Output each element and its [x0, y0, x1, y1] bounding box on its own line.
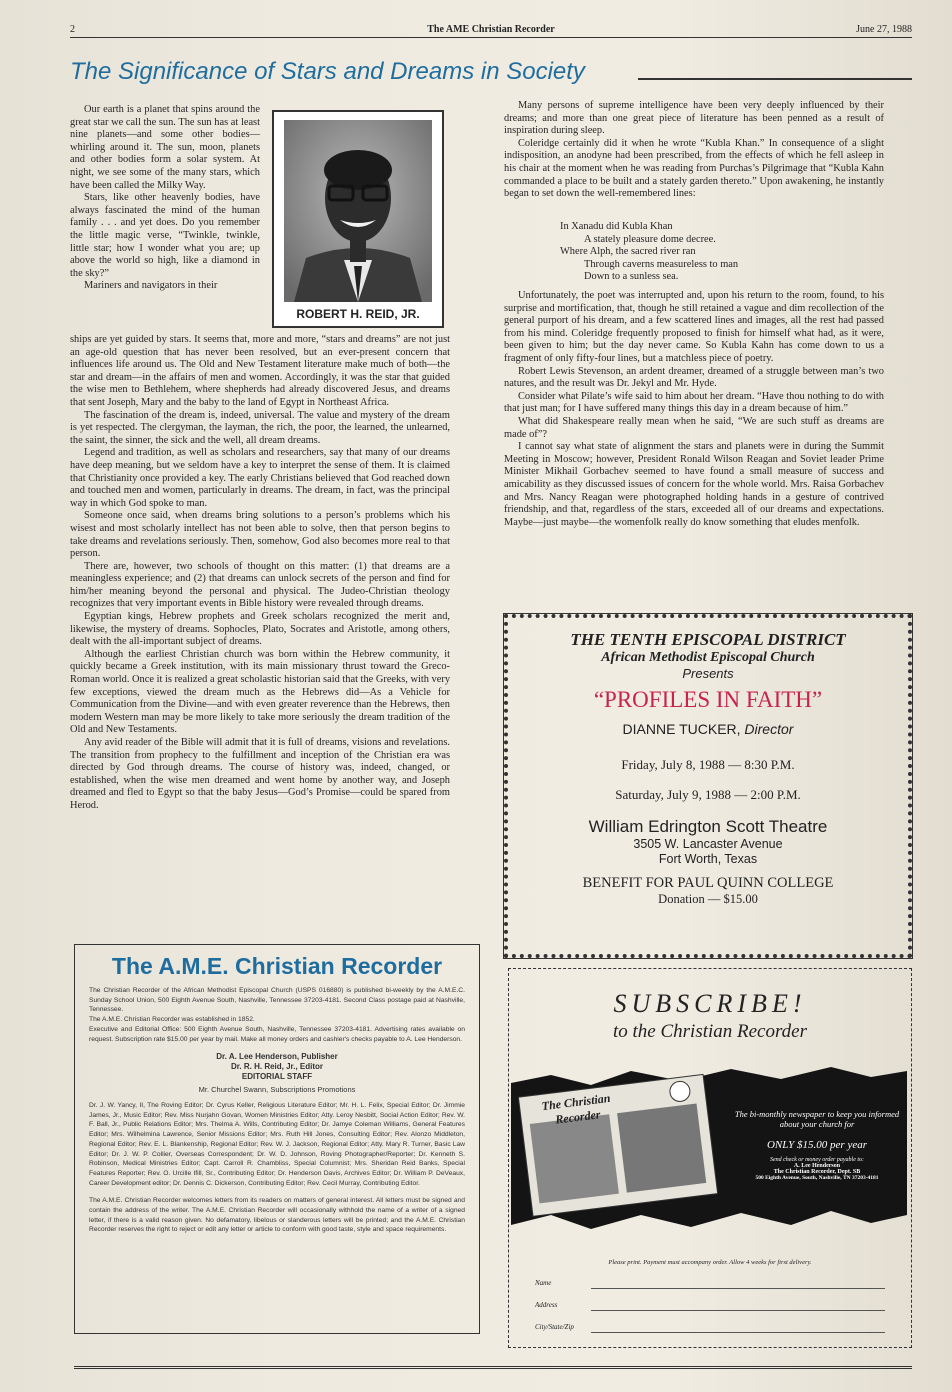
article-paragraph: Mariners and navigators in their	[84, 280, 218, 292]
author-photo	[272, 110, 444, 328]
editor-line: Dr. R. H. Reid, Jr., Editor	[230, 1061, 324, 1071]
letters-policy: The A.M.E. Christian Recorder welcomes letters from its readers on matters of general interest. All letters must be signed and contain the address of the writer. The A.M.E. Christian Recorder will occasionally withhold the name of a writer of a signed letter, if there is a valid reason given. No defamatory, libelous or slanderous letters will be printed; and the A.M.E. Christian Recorder reserves the right to reject or edit any letter or article to conform with good taste, style and space requirements.	[89, 1197, 465, 1234]
article-paragraph: What did Shakespeare really mean when he said, “We are such stuff as dreams are made of”?	[504, 415, 884, 440]
masthead-box	[74, 944, 480, 1334]
ad-address-street: 3505 W. Lancaster Avenue	[633, 837, 783, 851]
promo-line: The bi-monthly newspaper to keep you informed about your church for	[734, 1109, 900, 1129]
ad-title: “PROFILES IN FAITH”	[593, 687, 823, 712]
masthead-paragraph: Executive and Editorial Office: 500 Eighth Avenue South, Nashville, Tennessee 37203-4181. Advertising rates available on request. Subscription rate $15.00 per year by mail. Make all money orders and cashier's checks payable to A. Lee Henderson.	[89, 1025, 465, 1043]
subscribe-note: Please print. Payment must accompany order. Allow 4 weeks for first delivery.	[608, 1259, 812, 1266]
ad-date-saturday: Saturday, July 9, 1988 — 2:00 P.M.	[615, 787, 801, 802]
masthead-title: The A.M.E. Christian Recorder	[111, 953, 443, 979]
staff-list: Dr. J. W. Yancy, II, The Roving Editor; Dr. Cyrus Keller, Religious Literature Editor; Mr. H. L. Felix, Special Editor; Dr. Jimmie James, Jr., Music Editor; Rev. Miss Nurjahn Govan, Women Ministries Editor; Atty. Leroy Nesbitt, Social Action Editor; Rev. W. F. Ball, Jr., Public Relations Editor; Mrs. Thelma A. Wills, Contributing Editor; Dr. Jamye Coleman Williams, General Features Editor; Mrs. Wilhelmina Lawrence, Senior Missions Editor; Mrs. Ruth Hill Jones, Consulting Editor; Rev. Alonzo Middleton, Regional Editor; Rev. E. L. Blankenship, Regional Editor; Rev. W. J. Jackson, Regional Editor; Atty. Mary R. Turner, Basic Law Editor; Dr. J. W. P. Collier, Overseas Correspondent; Dr. W. D. Johnson, Roving Photographer/Reporter; Dr. Kenneth S. Robinson, Medical Ministries Editor; Capt. Carroll R. Chambliss, Special Columnist; Mrs. Sheridan Reid Banks, Special Features Reporter; Rev. O. Urcille Ifill, Sr., Contributing Editor; Dr. Henderson Davis, Archives Editor; Dr. William P. DeVeaux, Career Development editor; Dr. Dennis C. Dickerson, Contributing Editor; Rev. Cecil Murray, Contributing Editor.	[89, 1102, 465, 1187]
poem-line: Through caverns measureless to man	[584, 258, 739, 270]
poem-line: A stately pleasure dome decree.	[584, 233, 716, 245]
photo-caption: ROBERT H. REID, JR.	[296, 307, 420, 321]
article-paragraph: There are, however, two schools of thought on this matter: (1) that dreams are a meaningless experience; and (2) that dreams can unlock secrets of the person and find for him/her meaning beyond the personal and physical. The Judeo-Christian theology recognizes that very important events in Bible history were revealed through dreams.	[70, 560, 450, 610]
article-column-left-main	[70, 334, 450, 813]
masthead-text	[89, 986, 465, 1235]
city-state-zip-field[interactable]	[535, 1323, 885, 1335]
promo-text	[731, 1109, 903, 1181]
poem-line: Where Alph, the sacred river ran	[560, 246, 696, 258]
poem-line: In Xanadu did Kubla Khan	[560, 221, 673, 232]
page-header	[70, 24, 912, 38]
article-paragraph: I cannot say what state of alignment the stars and planets were in during the Summit Meeting in Moscow; however, President Ronald Wilson Reagan and Soviet leader Prime Minister Mikhail Gorbachev seemed to have found a small measure of success and amicability as they discussed issues of concern for the whole world. Mrs. Raisa Gorbachev and Mrs. Nancy Reagan were photographed holding hands in a gesture of contrived friendship, and that, regardless of the stars, exceeded all of our dreams and expectations. Maybe—just maybe—the womenfolk really do know something that eludes menfolk.	[504, 441, 884, 528]
page-number: 2	[70, 24, 75, 35]
ad-district: THE TENTH EPISCOPAL DISTRICT	[570, 630, 846, 649]
profiles-in-faith-ad	[504, 614, 912, 958]
city-state-zip-label: City/State/Zip	[535, 1323, 574, 1331]
address-field[interactable]	[535, 1301, 885, 1313]
masthead-paragraph: The Christian Recorder of the African Methodist Episcopal Church (USPS 016880) is published bi-weekly by the A.M.E.C. Sunday School Union, 500 Eighth Avenue South, Nashville, Tennessee 37203-4181. Second Class postage paid at Nashville, Tennessee.	[89, 987, 465, 1014]
promo-price: ONLY $15.00 per year	[766, 1139, 867, 1151]
article-paragraph: Someone once said, when dreams bring solutions to a person’s problems which his wisest and most scholarly intellect has not been able to solve, then that person begins to take dreams and revelations seriously. Then, somehow, God also becomes more real to that person.	[70, 510, 450, 560]
article-column-right-top	[504, 100, 884, 201]
article-paragraph: Robert Lewis Stevenson, an ardent dreamer, dreamed of a struggle between man’s two natures, and the result was Dr. Jekyl and Mr. Hyde.	[504, 365, 884, 390]
director-role: Director	[740, 721, 794, 737]
portrait-image	[284, 120, 432, 302]
promo-line: The Christian Recorder, Dept. SB	[773, 1169, 861, 1175]
ad-benefit: BENEFIT FOR PAUL QUINN COLLEGE	[582, 875, 834, 891]
article-paragraph: Unfortunately, the poet was interrupted and, upon his return to the room, found, to his surprise and mortification, that, though he still retained a vague and dim recollection of the general purport of his dream, and a few scattered lines and images, all the rest had passed from his mind. Coleridge frequently proposed to finish for himself what had, as it were, been given to him; but the day never came. So Kubla Kahn has come down to us a fragment of only fifty-four lines, but a matchless piece of poetry.	[504, 290, 884, 364]
article-paragraph: ships are yet guided by stars. It seems that, more and more, “stars and dreams” are not just an age-old question that has never been resolved, but an ever-present concern that influences life around us. The Old and New Testament literature make much of both—the star and dream—in the affairs of men and women. Accordingly, it was the star that guided the wise men to Bethlehem, where shepherds had already discovered Jesus, and dreams that sent Joseph, Mary and the baby to the land of Egypt in Northeast Africa.	[70, 334, 450, 408]
poem-excerpt	[560, 221, 820, 284]
subscribe-subheading: to the Christian Recorder	[612, 1021, 808, 1042]
ad-venue: William Edrington Scott Theatre	[588, 817, 828, 836]
promo-line: 500 Eighth Avenue, South, Nashville, TN 37203-4181	[755, 1175, 879, 1181]
ad-donation: Donation — $15.00	[658, 892, 758, 906]
name-field[interactable]	[535, 1279, 885, 1291]
ad-director	[508, 721, 908, 737]
issue-date: June 27, 1988	[856, 24, 912, 35]
subscribe-ad	[508, 968, 912, 1348]
article-paragraph: Any avid reader of the Bible will admit that it is full of dreams, visions and revelations. The transition from prophecy to the fulfillment and inception of the Christian era was directed by God through dreams. The course of history was, indeed, changed, or established, when the wise men dreamed and went home by another way, and Joseph dreamed and fled to Egypt so that the baby Jesus—God’s Promise—could be spared from Herod.	[70, 737, 450, 811]
publisher-line: Dr. A. Lee Henderson, Publisher	[216, 1052, 338, 1062]
article-paragraph: Although the earliest Christian church was born within the Hebrew community, it quickly became a Greek institution, with its main missionary thrust toward the Greco-Roman world. Once it is realized a great scholastic historian said that the Greeks, with very few exceptions, viewed the dream much as the Hebrews did—As a Vehicle for Communication from the Divine—and with even greater reverence than the Hebrews, then modern Western man may be more likely to take more seriously the dream tradition of the Old and New Testaments.	[70, 648, 451, 736]
article-paragraph: Coleridge certainly did it when he wrote “Kubla Khan.” In consequence of a slight indisposition, an anodyne had been prescribed, from the effects of which he fell asleep in his chair at the moment when he was reading from Purchas’s Pilgrimage that “Kubla Kahn commanded a place to be built and a stately garden thereto.” Upon awakening, he instantly began to set down the well-remembered lines:	[504, 137, 884, 200]
editorial-staff-heading: EDITORIAL STAFF	[241, 1071, 313, 1081]
article-paragraph: The fascination of the dream is, indeed, universal. The value and mystery of the dream is yet respected. The clergyman, the layman, the rich, the poor, the learned, the unlearned, the saint, the sinner, the sick and the well, all dream dreams.	[70, 409, 450, 446]
masthead-paragraph: The A.M.E. Christian Recorder was established in 1852.	[89, 1016, 255, 1024]
director-name: DIANNE TUCKER,	[622, 721, 741, 737]
publication-title: The AME Christian Recorder	[427, 24, 555, 35]
ad-date-friday: Friday, July 8, 1988 — 8:30 P.M.	[621, 757, 795, 772]
article-paragraph: Legend and tradition, as well as scholars and researchers, say that many of our dreams have deep meaning, but we seldom have a key to interpret the sense of them. It is claimed that Christianity once provided a key. The early Christians believed that God reached down and touched men and women, particularly in dreams. The dream, in fact, was the principal way in which God spoke to man.	[70, 447, 450, 509]
mini-masthead: The Christian Recorder	[540, 1090, 612, 1127]
article-paragraph: Egyptian kings, Hebrew prophets and Greek scholars recognized the merit and, likewise, the mystery of dreams. Sophocles, Plato, Socrates and Aristotle, among others, dealt with the all-important subject of dreams.	[70, 611, 450, 648]
poem-line: Down to a sunless sea.	[584, 271, 679, 283]
headline-rule	[638, 78, 912, 80]
subscriptions-line: Mr. Churchel Swann, Subscriptions Promotions	[198, 1085, 356, 1095]
subscribe-heading: SUBSCRIBE!	[613, 989, 807, 1018]
article-paragraph: Stars, like other heavenly bodies, have always fascinated the mind of the human family . . . and yet does. Do you remember the little magic verse, “Twinkle, twinkle, little star; how I wonder what you are; up above the world so high, like a diamond in the sky?”	[70, 192, 260, 279]
address-label: Address	[535, 1301, 558, 1309]
article-paragraph: Our earth is a planet that spins around the great star we call the sun. The sun has at least nine planets—and some other bodies—whirling around it. The sun, moon, planets and other bodies form a solar system. At night, we see some of the many stars, which have been called the Milky Way.	[70, 104, 260, 191]
name-label: Name	[535, 1279, 552, 1287]
ad-presents: Presents	[682, 666, 734, 681]
article-column-right-bottom	[504, 290, 884, 529]
ad-address-city: Fort Worth, Texas	[658, 852, 758, 866]
ad-church: African Methodist Episcopal Church	[601, 650, 815, 665]
page-bottom-rule	[74, 1366, 912, 1369]
article-headline: The Significance of Stars and Dreams in Society	[70, 58, 585, 85]
article-column-left-top	[70, 104, 260, 293]
promo-line: Send check or money order payable to:	[769, 1157, 865, 1163]
promo-line: A. Lee Henderson	[793, 1163, 841, 1169]
article-paragraph: Many persons of supreme intelligence have been very deeply influenced by their dreams; and more than one great piece of literature has been penned as a result of inspiration during sleep.	[504, 100, 884, 137]
article-paragraph: Consider what Pilate’s wife said to him about her dream. “Have thou nothing to do with that just man; for I have suffered many things this day in a dream because of him.”	[504, 390, 884, 415]
